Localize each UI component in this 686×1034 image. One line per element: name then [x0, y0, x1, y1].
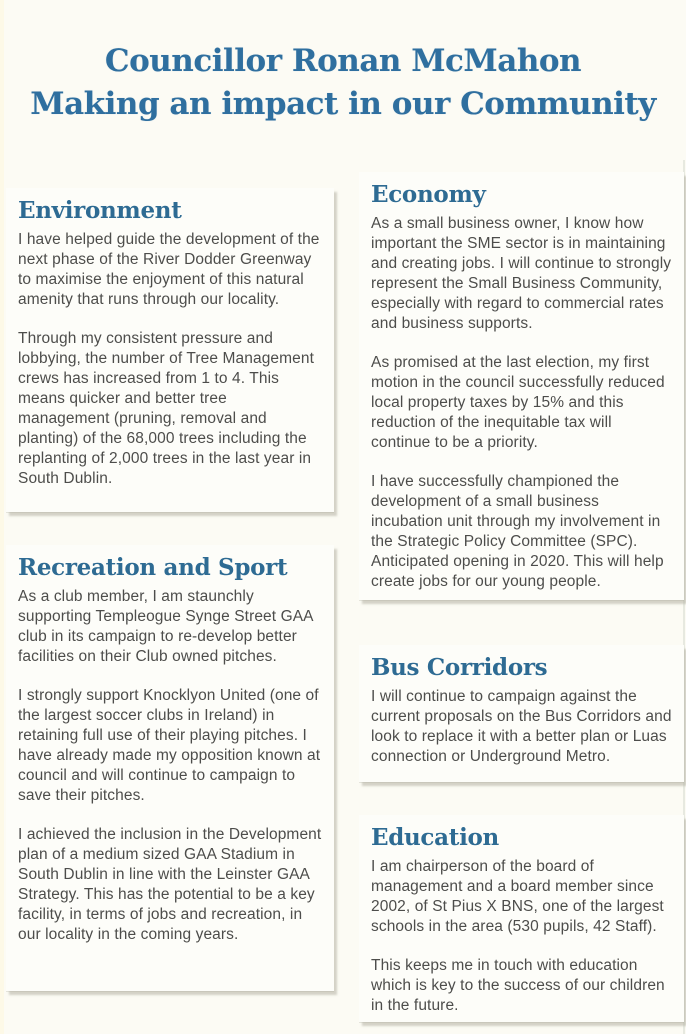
bus-corridors-paragraph-1: I will continue to campaign against the current proposals on the Bus Corridors and look to replace it with a better plan or Luas connection or Underground Metro. [371, 688, 672, 765]
bus-corridors-card [359, 645, 684, 782]
recreation-paragraph-2: I strongly support Knocklyon United (one of the largest soccer clubs in Ireland) in retaining full use of their playing pitches. I have already made my opposition known at council and will continue to campaign to save their pitches. [18, 687, 321, 804]
economy-paragraph-1: As a small business owner, I know how important the SME sector is in maintaining and creating jobs. I will continue to strongly represent the Small Business Community, especially with regard to commercial rates and business supports. [371, 215, 672, 332]
environment-card [6, 188, 334, 512]
environment-paragraph-1: I have helped guide the development of the next phase of the River Dodder Greenway to maximise the enjoyment of this natural amenity that runs through our locality. [18, 231, 320, 308]
education-paragraph-1: I am chairperson of the board of management and a board member since 2002, of St Pius X BNS, one of the largest schools in the area (530 pupils, 42 Staff). [371, 858, 664, 935]
recreation-and-sport-card [6, 545, 334, 991]
title-line-1: Councillor Ronan McMahon [104, 43, 582, 79]
economy-heading: Economy [371, 181, 486, 208]
title-line-2: Making an impact in our Community [30, 86, 656, 122]
recreation-paragraph-3: I achieved the inclusion in the Development plan of a medium sized GAA Stadium in South Dublin in line with the Leinster GAA Strategy. This has the potential to be a key facility, in terms of jobs and recreation, in our locality in the coming years. [18, 826, 322, 943]
recreation-heading: Recreation and Sport [18, 554, 288, 581]
economy-card [359, 172, 684, 600]
recreation-paragraph-1: As a club member, I am staunchly supporting Templeogue Synge Street GAA club in its campaign to re-develop better facilities on their Club owned pitches. [18, 588, 313, 665]
bus-corridors-heading: Bus Corridors [371, 654, 548, 681]
education-heading: Education [371, 824, 499, 851]
environment-heading: Environment [18, 197, 182, 224]
environment-paragraph-2: Through my consistent pressure and lobbying, the number of Tree Management crews has increased from 1 to 4. This means quicker and better tree management (pruning, removal and planting) of the 68,000 trees including the replanting of 2,000 trees in the last year in South Dublin. [18, 330, 314, 487]
page-title [0, 40, 686, 126]
scan-edge-left [0, 0, 4, 1034]
economy-paragraph-3: I have successfully championed the development of a small business incubation unit through my involvement in the Strategic Policy Committee (SPC). Anticipated opening in 2020. This will help create jobs for our young people. [371, 473, 664, 590]
education-paragraph-2: This keeps me in touch with education which is key to the success of our children in the future. [371, 957, 665, 1014]
economy-paragraph-2: As promised at the last election, my first motion in the council successfully reduced local property taxes by 15% and this reduction of the inequitable tax will continue to be a priority. [371, 354, 665, 451]
education-card [359, 815, 684, 1022]
